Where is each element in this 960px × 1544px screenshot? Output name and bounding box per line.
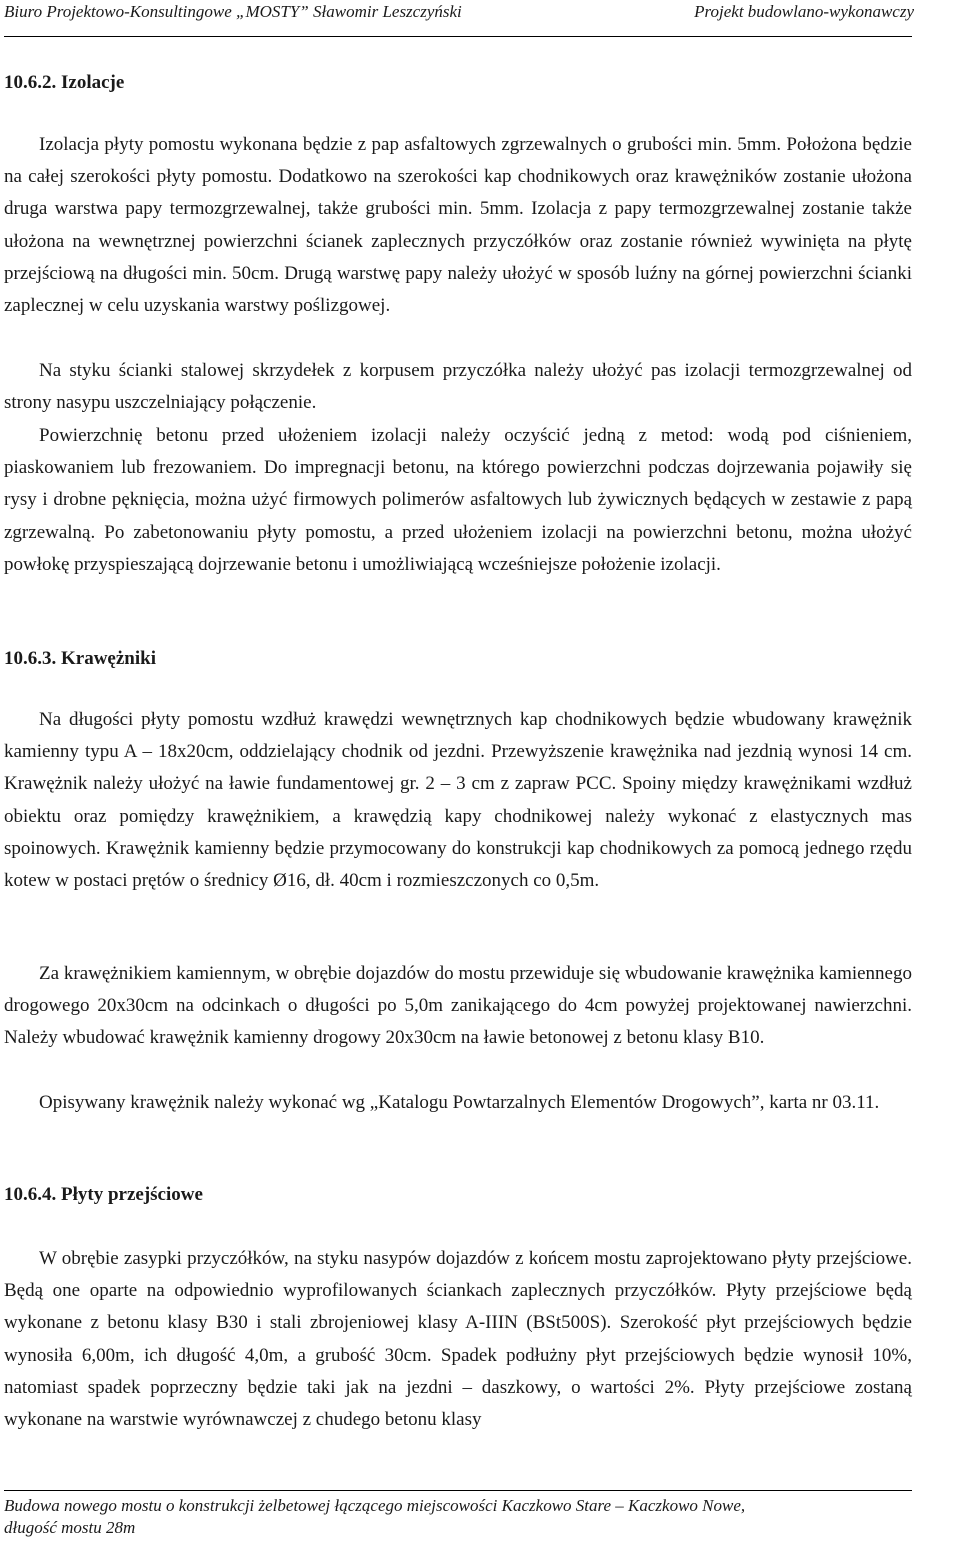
header-company: Biuro Projektowo-Konsultingowe „MOSTY” Sławomir Leszczyński [4, 2, 462, 21]
paragraph: Za krawężnikiem kamiennym, w obrębie dojazdów do mostu przewiduje się wbudowanie krawężnika kamiennego drogowego 20x30cm na odcinkach o długości po 5,0m zanikającego do 4cm powyżej projektowanej nawierzchni. Należy wbudować krawężnik kamienny drogowy 20x30cm na ławie betonowej z betonu klasy B10. [4, 963, 912, 1049]
section-heading-plyty-przejsciowe: 10.6.4. Płyty przejściowe [4, 1184, 203, 1205]
page-header [4, 0, 912, 37]
paragraph: W obrębie zasypki przyczółków, na styku nasypów dojazdów z końcem mostu zaprojektowano płyty przejściowe. Będą one oparte na odpowiednio wyprofilowanych ściankach zaplecznych przyczółków. Płyty przejściowe będą wykonane z betonu klasy B30 i stali zbrojeniowej klasy A-IIIN (BSt500S). Szerokość płyt przejściowych będzie wynosiła 6,00m, ich długość 4,0m, a grubość 30cm. Spadek podłużny płyt przejściowych będzie wynosił 10%, natomiast spadek poprzeczny będzie taki jak na jezdni – daszkowy, o wartości 2%. Płyty przejściowe zostaną wykonane na warstwie wyrównawczej z chudego betonu klasy [4, 1248, 912, 1431]
page-footer [4, 1490, 912, 1539]
section-heading-izolacje: 10.6.2. Izolacje [4, 72, 125, 93]
paragraph: Powierzchnię betonu przed ułożeniem izolacji należy oczyścić jedną z metod: wodą pod ciśnieniem, piaskowaniem lub frezowaniem. Do impregnacji betonu, na którego powierzchni podczas dojrzewania pojawiły się rysy i drobne pęknięcia, można użyć firmowych polimerów asfaltowych lub żywicznych będących w zestawie z papą zgrzewalną. Po zabetonowaniu płyty pomostu, a przed ułożeniem izolacji na powierzchni betonu, można ułożyć powłokę przyspieszającą dojrzewanie betonu i umożliwiającą wcześniejsze położenie izolacji. [4, 425, 912, 575]
paragraph: Opisywany krawężnik należy wykonać wg „Katalogu Powtarzalnych Elementów Drogowych”, karta nr 03.11. [39, 1092, 880, 1113]
footer-project-title: Budowa nowego mostu o konstrukcji żelbetowej łączącego miejscowości Kaczkowo Stare – Kaczkowo Nowe, [4, 1496, 746, 1515]
header-project-type: Projekt budowlano-wykonawczy [694, 2, 914, 21]
paragraph: Izolacja płyty pomostu wykonana będzie z pap asfaltowych zgrzewalnych o grubości min. 5mm. Położona będzie na całej szerokości płyty pomostu. Dodatkowo na szerokości kap chodnikowych oraz krawężników zostanie ułożona druga warstwa papy termozgrzewalnej, także grubości min. 5mm. Izolacja z papy termozgrzewalnej zostanie także ułożona na wewnętrznej powierzchni ścianek zaplecznych przyczółków oraz zostanie również wywinięta na płytę przejściową na długości min. 50cm. Drugą warstwę papy należy ułożyć w sposób luźny na górnej powierzchni ścianki zaplecznej w celu uzyskania warstwy poślizgowej. [4, 134, 912, 317]
footer-bridge-length: długość mostu 28m [4, 1518, 136, 1537]
paragraph: Na styku ścianki stalowej skrzydełek z korpusem przyczółka należy ułożyć pas izolacji termozgrzewalnej od strony nasypu uszczelniający połączenie. [4, 360, 912, 414]
section-heading-kraweznik: 10.6.3. Krawężniki [4, 648, 156, 669]
paragraph: Na długości płyty pomostu wzdłuż krawędzi wewnętrznych kap chodnikowych będzie wbudowany krawężnik kamienny typu A – 18x20cm, oddzielający chodnik od jezdni. Przewyższenie krawężnika nad jezdnią wynosi 14 cm. Krawężnik należy ułożyć na ławie fundamentowej gr. 2 – 3 cm z zapraw PCC. Spoiny między krawężnikami wzdłuż obiektu oraz pomiędzy krawężnikiem, a krawędzią kapy chodnikowej należy wykonać z elastycznych mas spoinowych. Krawężnik kamienny będzie przymocowany do konstrukcji kap chodnikowych za pomocą jednego rzędu kotew w postaci prętów o średnicy Ø16, dł. 40cm i rozmieszczonych co 0,5m. [4, 709, 912, 892]
